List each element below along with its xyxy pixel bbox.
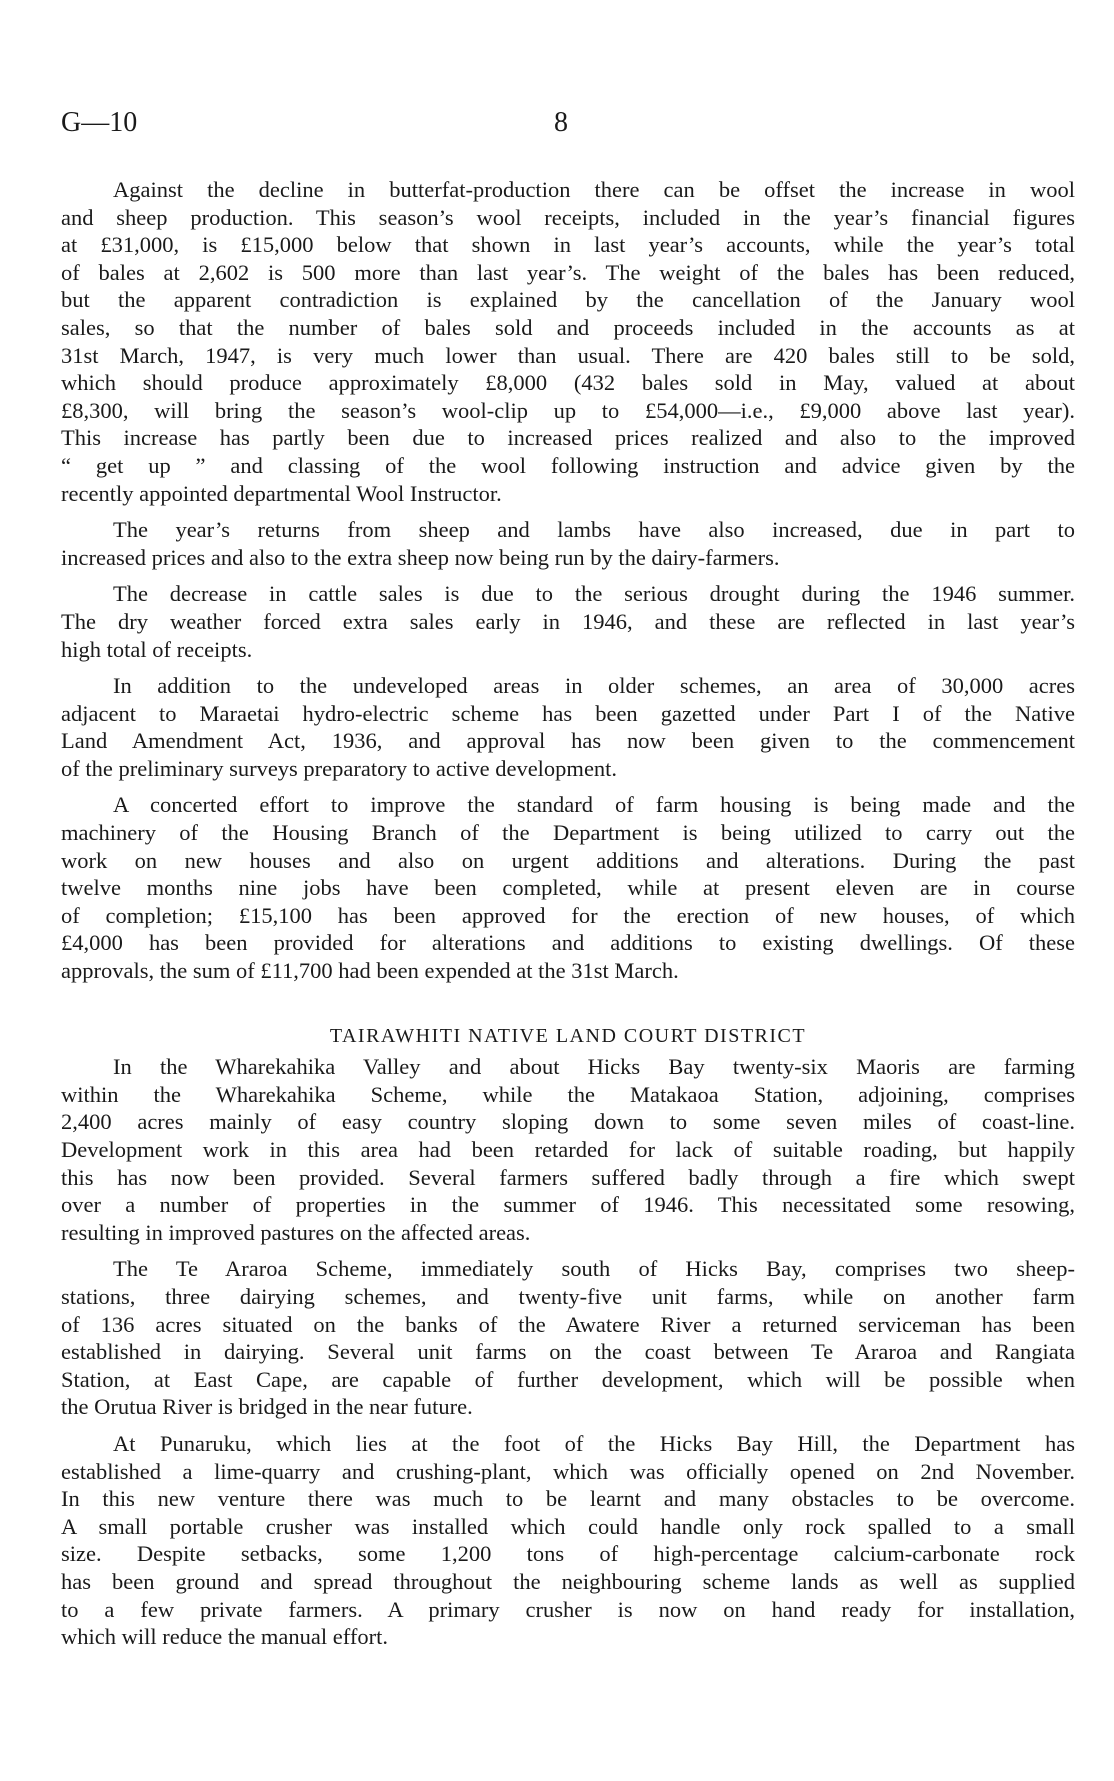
text-line: twelve months nine jobs have been completed, while at present eleven are in course bbox=[61, 875, 1075, 901]
text-line: adjacent to Maraetai hydro-electric scheme has been gazetted under Part I of the Native bbox=[61, 700, 1075, 726]
paragraph bbox=[61, 580, 1075, 663]
paragraph bbox=[61, 176, 1075, 507]
text-line: recently appointed departmental Wool Instructor. bbox=[61, 480, 502, 506]
text-line: £4,000 has been provided for alterations and additions to existing dwellings. Of these bbox=[61, 930, 1075, 956]
text-line: established a lime-quarry and crushing-plant, which was officially opened on 2nd November. bbox=[61, 1458, 1075, 1484]
text-line: which will reduce the manual effort. bbox=[61, 1624, 388, 1650]
document-code: G—10 bbox=[61, 107, 138, 138]
text-line: size. Despite setbacks, some 1,200 tons of high-percentage calcium-carbonate rock bbox=[61, 1541, 1075, 1567]
text-line: resulting in improved pastures on the affected areas. bbox=[61, 1219, 531, 1245]
text-line: Land Amendment Act, 1936, and approval has now been given to the commencement bbox=[61, 728, 1075, 754]
text-line: this has now been provided. Several farmers suffered badly through a fire which swept bbox=[61, 1164, 1075, 1190]
text-line: The decrease in cattle sales is due to the serious drought during the 1946 summer. bbox=[113, 581, 1075, 607]
text-line: has been ground and spread throughout the neighbouring scheme lands as well as supplied bbox=[61, 1568, 1075, 1594]
text-line: “ get up ” and classing of the wool following instruction and advice given by the bbox=[61, 452, 1075, 478]
text-line: machinery of the Housing Branch of the Department is being utilized to carry out the bbox=[61, 820, 1075, 846]
text-line: of bales at 2,602 is 500 more than last year’s. The weight of the bales has been reduced, bbox=[61, 259, 1075, 285]
text-line: The year’s returns from sheep and lambs have also increased, due in part to bbox=[113, 517, 1075, 543]
text-line: Against the decline in butterfat-production there can be offset the increase in wool bbox=[113, 177, 1075, 202]
text-line: to a few private farmers. A primary crusher is now on hand ready for installation, bbox=[61, 1596, 1075, 1622]
text-line: work on new houses and also on urgent additions and alterations. During the past bbox=[61, 847, 1075, 873]
text-line: the Orutua River is bridged in the near future. bbox=[61, 1394, 473, 1420]
text-line: sales, so that the number of bales sold and proceeds included in the accounts as at bbox=[61, 314, 1075, 340]
text-line: A small portable crusher was installed which could handle only rock spalled to a small bbox=[61, 1513, 1075, 1539]
text-line: Station, at East Cape, are capable of further development, which will be possible when bbox=[61, 1366, 1075, 1392]
text-line: of the preliminary surveys preparatory to active development. bbox=[61, 755, 618, 781]
text-line: A concerted effort to improve the standard of farm housing is being made and the bbox=[113, 792, 1075, 818]
text-line: increased prices and also to the extra sheep now being run by the dairy-farmers. bbox=[61, 544, 780, 570]
paragraph bbox=[61, 1053, 1075, 1246]
text-line: In the Wharekahika Valley and about Hicks Bay twenty-six Maoris are farming bbox=[113, 1054, 1075, 1080]
text-line: Development work in this area had been retarded for lack of suitable roading, but happily bbox=[61, 1137, 1075, 1162]
text-line: stations, three dairying schemes, and twenty-five unit farms, while on another farm bbox=[61, 1283, 1075, 1309]
text-line: established in dairying. Several unit farms on the coast between Te Araroa and Rangiata bbox=[61, 1339, 1075, 1365]
text-line: 2,400 acres mainly of easy country sloping down to some seven miles of coast-line. bbox=[61, 1109, 1075, 1135]
text-line: at £31,000, is £15,000 below that shown in last year’s accounts, while the year’s total bbox=[61, 232, 1075, 258]
text-line: approvals, the sum of £11,700 had been expended at the 31st March. bbox=[61, 958, 679, 984]
text-line: The Te Araroa Scheme, immediately south of Hicks Bay, comprises two sheep- bbox=[113, 1256, 1075, 1282]
text-line: high total of receipts. bbox=[61, 636, 253, 662]
text-line: At Punaruku, which lies at the foot of the Hicks Bay Hill, the Department has bbox=[113, 1430, 1075, 1456]
text-line: but the apparent contradiction is explained by the cancellation of the January wool bbox=[61, 287, 1075, 313]
text-line: which should produce approximately £8,000 (432 bales sold in May, valued at about bbox=[61, 370, 1075, 396]
text-line: of completion; £15,100 has been approved for the erection of new houses, of which bbox=[61, 902, 1075, 928]
paragraph bbox=[61, 1255, 1075, 1421]
document-body bbox=[61, 176, 1075, 1651]
section-tairawhiti bbox=[61, 1053, 1075, 1650]
paragraph bbox=[61, 1430, 1075, 1651]
section-wool-and-housing bbox=[61, 176, 1075, 985]
text-line: The dry weather forced extra sales early in 1946, and these are reflected in last year’s bbox=[61, 608, 1075, 634]
section-heading: TAIRAWHITI NATIVE LAND COURT DISTRICT bbox=[329, 1024, 807, 1047]
text-line: within the Wharekahika Scheme, while the Matakaoa Station, adjoining, comprises bbox=[61, 1081, 1075, 1107]
text-line: In addition to the undeveloped areas in older schemes, an area of 30,000 acres bbox=[113, 673, 1075, 699]
text-line: This increase has partly been due to increased prices realized and also to the improved bbox=[61, 425, 1075, 451]
text-line: 31st March, 1947, is very much lower than usual. There are 420 bales still to be sold, bbox=[61, 342, 1075, 368]
paragraph bbox=[61, 516, 1075, 571]
text-line: over a number of properties in the summer of 1946. This necessitated some resowing, bbox=[61, 1192, 1075, 1218]
text-line: and sheep production. This season’s wool receipts, included in the year’s financial figures bbox=[61, 204, 1075, 230]
text-line: £8,300, will bring the season’s wool-clip up to £54,000—i.e., £9,000 above last year). bbox=[61, 397, 1075, 423]
page-number: 8 bbox=[554, 107, 568, 138]
paragraph bbox=[61, 672, 1075, 782]
paragraph bbox=[61, 791, 1075, 984]
text-line: In this new venture there was much to be learnt and many obstacles to be overcome. bbox=[61, 1486, 1075, 1512]
text-line: of 136 acres situated on the banks of the Awatere River a returned serviceman has been bbox=[61, 1311, 1075, 1337]
